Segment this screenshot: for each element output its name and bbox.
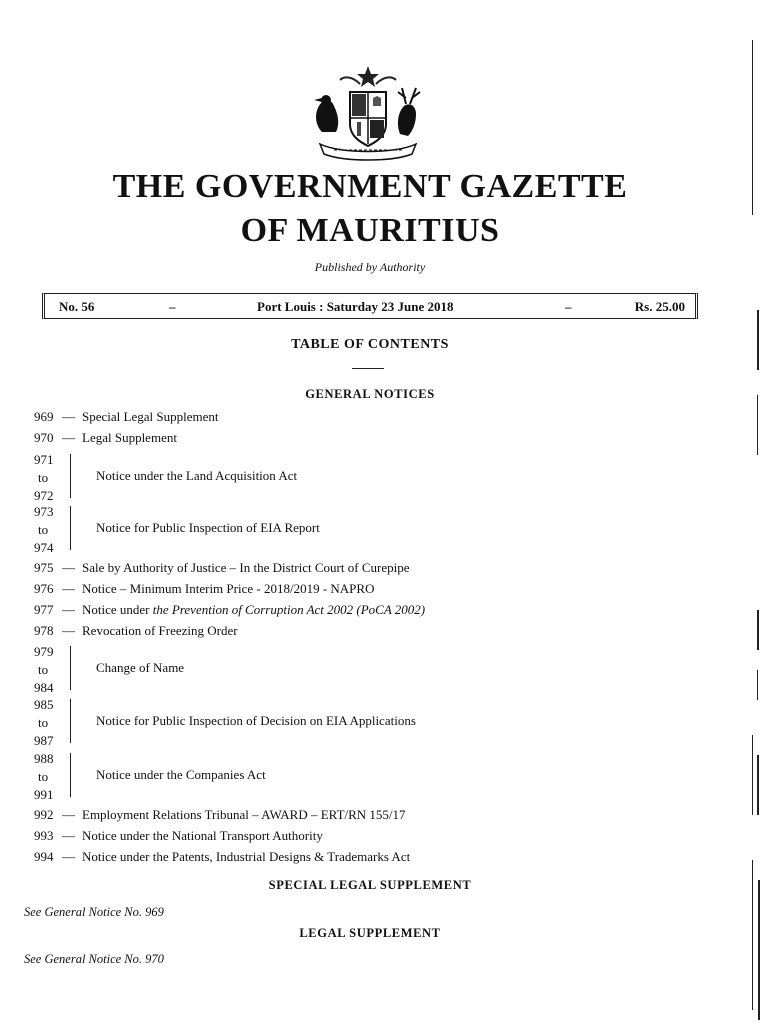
header-separator: – — [565, 299, 572, 314]
toc-entry: 970 — Legal Supplement — [34, 430, 177, 445]
toc-entry: 994 — Notice under the Patents, Industrial Designs & Trademarks Act — [34, 849, 411, 864]
scan-edge-line — [757, 395, 758, 455]
heading-divider — [352, 368, 384, 369]
gazette-title-line-2: OF MAURITIUS — [240, 212, 500, 249]
toc-entry: 976 — Notice – Minimum Interim Price - 2018/2019 - NAPRO — [34, 581, 375, 596]
toc-entry: 975 — Sale by Authority of Justice – In the District Court of Curepipe — [34, 560, 410, 575]
general-notices-heading: GENERAL NOTICES — [305, 387, 435, 401]
scan-edge-line — [757, 310, 759, 370]
toc-entry: 993 — Notice under the National Transport Authority — [34, 828, 323, 843]
issue-number: No. 56 — [59, 299, 95, 314]
issue-header-bar — [42, 293, 698, 319]
legal-supplement-heading: LEGAL SUPPLEMENT — [299, 926, 441, 940]
scan-edge-line — [758, 880, 760, 1020]
issue-price: Rs. 25.00 — [634, 299, 685, 314]
scan-edge-line — [752, 735, 753, 815]
toc-entry: 992 — Employment Relations Tribunal – AWARD – ERT/RN 155/17 — [34, 807, 406, 822]
header-separator: – — [169, 299, 176, 314]
toc-entry: 977 — Notice under the Prevention of Corruption Act 2002 (PoCA 2002) — [34, 602, 426, 617]
scan-edge-line — [752, 40, 753, 215]
special-legal-supplement-reference: See General Notice No. 969 — [24, 905, 164, 919]
scan-edge-line — [752, 860, 753, 1010]
legal-supplement-reference: See General Notice No. 970 — [24, 952, 164, 966]
gazette-page: THE GOVERNMENT GAZETTE OF MAURITIUS Published by Authority No. 56 – Port Louis : Saturday 23 June 2018 – Rs. 25.00 TABLE OF CONTENTS GENERAL NOTICES 969 — Special Legal Supplement 970 — Legal Supplement 971 to 972 Notice under the Land Acquisition Act 973 to 974 Notice for Public Inspection of EIA Report 975 — Sale by Authority of Justice – In the District Court of Curepipe 976 — Notice – Minimum Interim Price - 2018/2019 - NAPRO 977 — Notice under the Prevention of Corruption Act 2002 (PoCA 2002) 978 — Revocation of Freezing Order 979 to 984 Change of Name 985 to 987 Notice for Public Inspection of Decision on EIA Applications 988 to 991 Notice under the Companies Act 992 — Employment Relations Tribunal – AWARD – ERT/RN 155/17 993 — Notice under the National Transport Authority 994 — Notice under the Patents, Industrial Designs & Trademarks Act SPECIAL LEGAL SUPPLEMENT See General Notice No. 969 LEGAL SUPPLEMENT See General Notice No. 970 — [0, 0, 770, 1024]
scan-edge-line — [757, 755, 759, 815]
table-of-contents-heading: TABLE OF CONTENTS — [291, 337, 449, 352]
issue-place-date: Port Louis : Saturday 23 June 2018 — [257, 299, 454, 314]
scan-edge-line — [757, 610, 759, 650]
special-legal-supplement-heading: SPECIAL LEGAL SUPPLEMENT — [268, 878, 472, 892]
toc-entry: 978 — Revocation of Freezing Order — [34, 623, 238, 638]
gazette-title-line-1: THE GOVERNMENT GAZETTE — [112, 168, 628, 205]
coat-of-arms-seal — [300, 62, 436, 162]
scan-edge-line — [757, 670, 758, 700]
toc-entry: 969 — Special Legal Supplement — [34, 409, 219, 424]
published-by-authority: Published by Authority — [314, 260, 426, 274]
